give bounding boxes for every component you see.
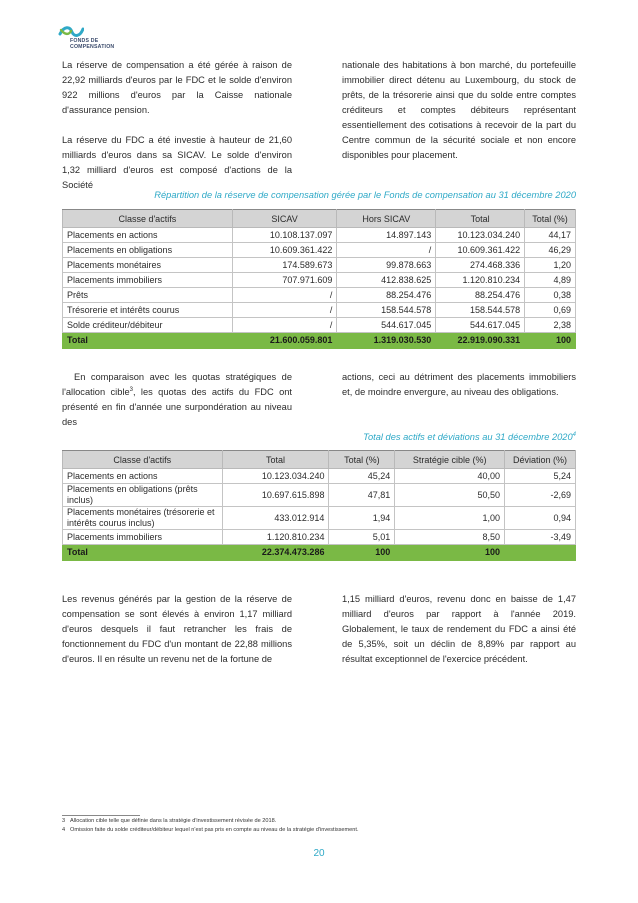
logo-text-line1: FONDS DE xyxy=(70,38,99,44)
cell: 44,17 xyxy=(525,228,576,243)
cell: 1,00 xyxy=(395,507,505,530)
cell: 45,24 xyxy=(329,469,395,484)
cell: 1.120.810.234 xyxy=(222,530,329,545)
cell: 274.468.336 xyxy=(436,258,525,273)
table2-caption xyxy=(363,432,576,442)
footnote-divider xyxy=(62,815,140,816)
table-row xyxy=(63,288,576,303)
cell: / xyxy=(232,318,337,333)
middle-text-a: En comparaison avec les quotas stratégiques de l'allocation cible xyxy=(62,372,292,397)
cell: 1.120.810.234 xyxy=(436,273,525,288)
cell: 0,69 xyxy=(525,303,576,318)
cell: 10.108.137.097 xyxy=(232,228,337,243)
column-header: Total xyxy=(436,210,525,228)
cell: Trésorerie et intérêts courus xyxy=(63,303,233,318)
table-header-row xyxy=(63,451,576,469)
cell: 40,00 xyxy=(395,469,505,484)
cell: 14.897.143 xyxy=(337,228,436,243)
cell: 10.697.615.898 xyxy=(222,484,329,507)
cell: 50,50 xyxy=(395,484,505,507)
footnote-number: 3 xyxy=(62,818,66,824)
cell: 433.012.914 xyxy=(222,507,329,530)
intro-left-column xyxy=(62,58,292,193)
table1-caption: Répartition de la réserve de compensation gérée par le Fonds de compensation au 31 décembre 2020 xyxy=(154,190,576,200)
logo-mark-icon xyxy=(58,25,84,39)
cell: Placements en obligations (prêts inclus) xyxy=(63,484,223,507)
cell: 707.971.609 xyxy=(232,273,337,288)
footnotes xyxy=(62,817,359,835)
cell: 10.609.361.422 xyxy=(436,243,525,258)
cell: 0,38 xyxy=(525,288,576,303)
table-row xyxy=(63,507,576,530)
cell: / xyxy=(337,243,436,258)
cell: 10.123.034.240 xyxy=(222,469,329,484)
closing-paragraph-left: Les revenus générés par la gestion de la réserve de compensation se sont élevés à environ 1,17 milliard d'euros desquels il faut retrancher les frais de fonctionnement du FDC d'un montant de 22,88 millions d'euros. Il en résulte un revenu net de la fortune de xyxy=(62,594,292,664)
table-row xyxy=(63,303,576,318)
cell: 22.374.473.286 xyxy=(222,545,329,561)
table-total-row xyxy=(63,333,576,349)
cell: 4,89 xyxy=(525,273,576,288)
cell: 88.254.476 xyxy=(436,288,525,303)
cell: 100 xyxy=(395,545,505,561)
cell: Solde créditeur/débiteur xyxy=(63,318,233,333)
intro-paragraph-2: La réserve du FDC a été investie à hauteur de 21,60 milliards d'euros dans sa SICAV. Le solde d'environ 1,32 milliard d'euros est composé d'actions de la Société xyxy=(62,135,292,190)
cell: Placements monétaires xyxy=(63,258,233,273)
cell: -2,69 xyxy=(505,484,576,507)
table-row xyxy=(63,484,576,507)
cell: 99.878.663 xyxy=(337,258,436,273)
allocation-table xyxy=(62,209,576,349)
cell: 412.838.625 xyxy=(337,273,436,288)
table2-caption-text: Total des actifs et déviations au 31 décembre 2020 xyxy=(363,432,573,442)
cell: 544.617.045 xyxy=(436,318,525,333)
intro-paragraph-3: nationale des habitations à bon marché, du portefeuille immobilier direct détenu au Luxembourg, du stock de prêts, de la trésorerie ainsi que du solde entre comptes créditeurs et comptes débiteurs représentant essentiellement des cotisations à recevoir de la part du Centre commun de la sécurité sociale et non encore disponibles pour placement. xyxy=(342,60,576,160)
cell: 1.319.030.530 xyxy=(337,333,436,349)
page-number: 20 xyxy=(313,848,325,859)
cell: 2,38 xyxy=(525,318,576,333)
cell: 1,94 xyxy=(329,507,395,530)
middle-left-column xyxy=(62,370,292,430)
cell: 47,81 xyxy=(329,484,395,507)
table-row xyxy=(63,530,576,545)
fdc-logo xyxy=(58,25,138,51)
cell: 1,20 xyxy=(525,258,576,273)
cell: Total xyxy=(63,333,233,349)
middle-text-b: , les quotas des actifs du FDC ont présenté en fin d'année une surpondération au niveau des xyxy=(62,387,292,427)
cell: 100 xyxy=(525,333,576,349)
cell: / xyxy=(232,303,337,318)
cell: 174.589.673 xyxy=(232,258,337,273)
footnote-text: Omission faite du solde créditeur/débiteur lequel n'est pas pris en compte au niveau de la stratégie d'investissement. xyxy=(70,827,359,833)
cell: Placements en obligations xyxy=(63,243,233,258)
middle-paragraph-right: actions, ceci au détriment des placements immobiliers et, de moindre envergure, au niveau des obligations. xyxy=(342,372,576,397)
middle-right-column xyxy=(342,370,576,400)
cell: Placements en actions xyxy=(63,228,233,243)
column-header: Classe d'actifs xyxy=(63,210,233,228)
table-row xyxy=(63,228,576,243)
middle-paragraph-left xyxy=(62,370,292,430)
cell: 10.609.361.422 xyxy=(232,243,337,258)
table-row xyxy=(63,258,576,273)
cell: Placements immobiliers xyxy=(63,530,223,545)
cell: 5,24 xyxy=(505,469,576,484)
cell: Placements monétaires (trésorerie et intérêts courus inclus) xyxy=(63,507,223,530)
column-header: Déviation (%) xyxy=(505,451,576,469)
intro-right-column xyxy=(342,58,576,163)
cell: 158.544.578 xyxy=(337,303,436,318)
table-row xyxy=(63,273,576,288)
cell: 100 xyxy=(329,545,395,561)
closing-right-column xyxy=(342,592,576,667)
column-header: SICAV xyxy=(232,210,337,228)
cell: 5,01 xyxy=(329,530,395,545)
table-row xyxy=(63,243,576,258)
column-header: Stratégie cible (%) xyxy=(395,451,505,469)
cell: 8,50 xyxy=(395,530,505,545)
logo-text-line2: COMPENSATION xyxy=(70,44,115,50)
cell: 544.617.045 xyxy=(337,318,436,333)
table-total-row xyxy=(63,545,576,561)
column-header: Hors SICAV xyxy=(337,210,436,228)
cell: -3,49 xyxy=(505,530,576,545)
intro-paragraph-1: La réserve de compensation a été gérée à raison de 22,92 milliards d'euros par le FDC et le solde d'environ 922 millions d'euros par la Caisse nationale d'assurance pension. xyxy=(62,60,292,115)
footnote-ref-4: 4 xyxy=(572,431,576,438)
cell: 46,29 xyxy=(525,243,576,258)
cell: 158.544.578 xyxy=(436,303,525,318)
table-row xyxy=(63,318,576,333)
closing-left-column xyxy=(62,592,292,667)
cell xyxy=(505,545,576,561)
closing-paragraph-right: 1,15 milliard d'euros, revenu donc en baisse de 1,47 milliard d'euros par rapport à l'année 2019. Globalement, le taux de rendement du FDC a ainsi été de 5,35%, soit un déclin de 8,89% par rapport au résultat exceptionnel de l'exercice précédent. xyxy=(342,594,576,664)
deviation-table xyxy=(62,450,576,561)
cell: 0,94 xyxy=(505,507,576,530)
footnote-4 xyxy=(62,826,359,835)
cell: Prêts xyxy=(63,288,233,303)
cell: Total xyxy=(63,545,223,561)
cell: Placements en actions xyxy=(63,469,223,484)
footnote-number: 4 xyxy=(62,827,66,833)
footnote-text: Allocation cible telle que définie dans la stratégie d'investissement révisée de 2018. xyxy=(70,818,277,824)
column-header: Total (%) xyxy=(329,451,395,469)
column-header: Total xyxy=(222,451,329,469)
table-row xyxy=(63,469,576,484)
cell: 88.254.476 xyxy=(337,288,436,303)
footnote-ref-3: 3 xyxy=(129,386,133,393)
column-header: Classe d'actifs xyxy=(63,451,223,469)
cell: 21.600.059.801 xyxy=(232,333,337,349)
column-header: Total (%) xyxy=(525,210,576,228)
cell: 10.123.034.240 xyxy=(436,228,525,243)
cell: / xyxy=(232,288,337,303)
table-header-row xyxy=(63,210,576,228)
cell: 22.919.090.331 xyxy=(436,333,525,349)
footnote-3 xyxy=(62,817,359,826)
cell: Placements immobiliers xyxy=(63,273,233,288)
